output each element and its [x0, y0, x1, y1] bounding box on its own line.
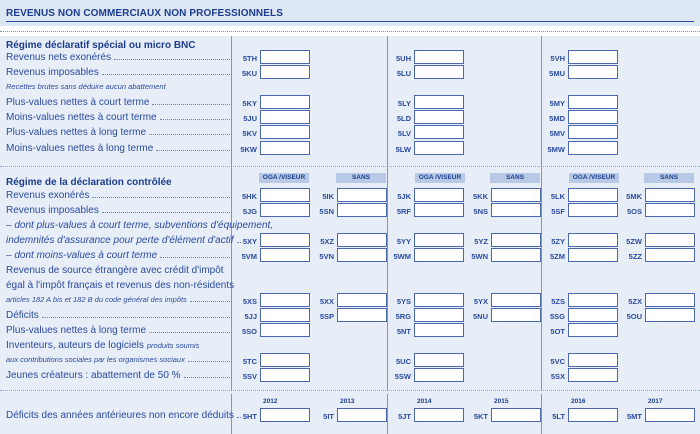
field-code: 5OS [626, 207, 642, 216]
field-code: 5KU [241, 69, 257, 78]
row-label-text: articles 182 A bis et 182 B du code général des impôts [6, 295, 187, 304]
field-code: 5SW [394, 372, 411, 381]
header-sans: SANS [490, 173, 540, 183]
field-5sv-input[interactable] [260, 368, 310, 382]
field-5so-input[interactable] [260, 323, 310, 337]
field-code: 5OU [626, 312, 642, 321]
row-label-text: Déficits des années antérieures non encore déduits [6, 410, 234, 421]
field-code: 5WN [471, 252, 488, 261]
field-code: 5UH [395, 54, 411, 63]
field-code: 5YY [396, 237, 411, 246]
field-5sf-input[interactable] [568, 203, 618, 217]
title-underline [6, 21, 694, 22]
field-code: 5OT [550, 327, 565, 336]
field-code: 5NS [473, 207, 488, 216]
row-label-text: Revenus nets exonérés [6, 52, 112, 63]
row-label-text: Plus-values nettes à long terme [6, 127, 147, 138]
field-5zx-input[interactable] [645, 293, 695, 307]
field-code: 5SP [319, 312, 334, 321]
row-label [6, 325, 234, 337]
row-label-text: Inventeurs, auteurs de logiciels [6, 340, 144, 351]
row-label [6, 52, 234, 64]
header-sans: SANS [644, 173, 694, 183]
field-code: 5SN [319, 207, 334, 216]
field-code: 5KT [473, 412, 488, 421]
field-code: 5NT [396, 327, 411, 336]
column-divider [387, 394, 388, 434]
field-5hk-input[interactable] [260, 188, 310, 202]
field-5os-input[interactable] [645, 203, 695, 217]
row-label [6, 340, 234, 352]
field-code: 5XY [242, 237, 257, 246]
field-code: 5KW [240, 145, 257, 154]
field-code: 5KK [472, 192, 488, 201]
row-label-text: Déficits [6, 310, 39, 321]
field-code: 5SG [549, 312, 565, 321]
field-5uh-input[interactable] [414, 50, 464, 64]
field-code: 5IT [323, 412, 334, 421]
field-5md-input[interactable] [568, 110, 618, 124]
row-label-text: Revenus imposables [6, 67, 99, 78]
row-label [6, 82, 228, 94]
row-label [6, 143, 234, 155]
field-code: 5HT [242, 412, 257, 421]
row-label [6, 97, 234, 109]
dotted-leader [188, 360, 232, 362]
row-label-text: Plus-values nettes à court terme [6, 97, 150, 108]
row-label-text: – dont moins-values à court terme [6, 250, 158, 261]
field-5jk-input[interactable] [414, 188, 464, 202]
field-5zm-input[interactable] [568, 248, 618, 262]
dotted-leader [102, 73, 232, 75]
field-5lk-input[interactable] [568, 188, 618, 202]
row-label-text: Revenus imposables [6, 205, 99, 216]
field-code: 5ZX [628, 297, 642, 306]
field-5zz-input[interactable] [645, 248, 695, 262]
year-label: 2017 [648, 398, 663, 405]
dotted-leader [184, 376, 232, 378]
field-5mu-input[interactable] [568, 65, 618, 79]
field-code: 5LY [397, 99, 411, 108]
field-5kk-input[interactable] [491, 188, 541, 202]
column-divider [541, 36, 542, 390]
field-5jt-input[interactable] [414, 408, 464, 422]
row-label [6, 310, 234, 322]
row-label [6, 295, 234, 307]
section-separator [0, 390, 700, 391]
column-divider [541, 394, 542, 434]
row-label [6, 355, 234, 367]
field-code: 5LV [397, 129, 411, 138]
row-label-text: – dont plus-values à court terme, subventions d'équipement, [6, 220, 274, 231]
field-5nu-input[interactable] [491, 308, 541, 322]
field-code: 5MY [549, 99, 565, 108]
field-code: 5ZS [551, 297, 565, 306]
field-code: 5WM [393, 252, 411, 261]
field-code: 5NU [472, 312, 488, 321]
field-code: 5TC [242, 357, 257, 366]
field-5mk-input[interactable] [645, 188, 695, 202]
field-5ik-input[interactable] [337, 188, 387, 202]
field-code: 5JU [243, 114, 257, 123]
field-5ns-input[interactable] [491, 203, 541, 217]
row-label [6, 370, 234, 382]
row-label-text: égal à l'impôt français et revenus des non-résidents [6, 280, 235, 291]
field-code: 5VM [241, 252, 257, 261]
row-label [6, 205, 234, 217]
field-code: 5LW [395, 145, 411, 154]
field-code: 5ZZ [628, 252, 642, 261]
field-code: 5HK [241, 192, 257, 201]
dotted-leader [102, 211, 232, 213]
field-5ku-input[interactable] [260, 65, 310, 79]
row-label-suffix: produits soumis [146, 341, 200, 350]
dotted-leader [160, 256, 232, 258]
row-label-text: Moins-values nettes à court terme [6, 112, 157, 123]
field-5th-input[interactable] [260, 50, 310, 64]
field-5sg-input[interactable] [568, 308, 618, 322]
field-5ld-input[interactable] [414, 110, 464, 124]
year-label: 2014 [417, 398, 432, 405]
field-5zw-input[interactable] [645, 233, 695, 247]
row-label [6, 410, 234, 422]
field-5yy-input[interactable] [414, 233, 464, 247]
row-label [6, 235, 234, 247]
field-code: 5LK [550, 192, 565, 201]
field-5sw-input[interactable] [414, 368, 464, 382]
year-label: 2012 [263, 398, 278, 405]
form-title: REVENUS NON COMMERCIAUX NON PROFESSIONNELS [6, 8, 284, 19]
section-title-micro: Régime déclaratif spécial ou micro BNC [6, 40, 196, 51]
section-separator [0, 166, 700, 167]
field-5kt-input[interactable] [491, 408, 541, 422]
field-code: 5YX [473, 297, 488, 306]
field-code: 5TH [242, 54, 257, 63]
dotted-leader [42, 316, 232, 318]
header-oga-viseur: OGA /VISEUR [415, 173, 465, 183]
field-code: 5XZ [320, 237, 334, 246]
year-label: 2015 [494, 398, 509, 405]
field-code: 5XS [242, 297, 257, 306]
field-5yz-input[interactable] [491, 233, 541, 247]
field-code: 5ZW [626, 237, 642, 246]
field-code: 5MW [547, 145, 565, 154]
field-5xy-input[interactable] [260, 233, 310, 247]
field-5my-input[interactable] [568, 95, 618, 109]
field-5lw-input[interactable] [414, 141, 464, 155]
field-5sn-input[interactable] [337, 203, 387, 217]
field-code: 5UC [395, 357, 411, 366]
dotted-leader [149, 331, 232, 333]
dotted-leader [190, 300, 232, 302]
field-5lt-input[interactable] [568, 408, 618, 422]
field-5jj-input[interactable] [260, 308, 310, 322]
row-label [6, 220, 274, 232]
field-code: 5RG [395, 312, 411, 321]
row-label-text: Revenus de source étrangère avec crédit d'impôt [6, 265, 224, 276]
header-oga-viseur: OGA /VISEUR [569, 173, 619, 183]
field-code: 5YS [396, 297, 411, 306]
row-label-text: Plus-values nettes à long terme [6, 325, 147, 336]
field-code: 5MK [626, 192, 642, 201]
field-5zs-input[interactable] [568, 293, 618, 307]
field-5lu-input[interactable] [414, 65, 464, 79]
field-5kv-input[interactable] [260, 125, 310, 139]
field-code: 5KV [242, 129, 257, 138]
field-5ou-input[interactable] [645, 308, 695, 322]
header-sans: SANS [336, 173, 386, 183]
field-code: 5SX [550, 372, 565, 381]
field-code: 5SV [242, 372, 257, 381]
field-5xx-input[interactable] [337, 293, 387, 307]
row-label-text: Jeunes créateurs : abattement de 50 % [6, 370, 181, 381]
dotted-leader [156, 149, 232, 151]
field-code: 5MV [549, 129, 565, 138]
field-5mw-input[interactable] [568, 141, 618, 155]
field-code: 5VH [550, 54, 565, 63]
field-code: 5LU [396, 69, 411, 78]
dotted-leader [149, 133, 232, 135]
field-code: 5ZY [551, 237, 565, 246]
field-5nt-input[interactable] [414, 323, 464, 337]
row-label-text: Revenus exonérés [6, 190, 90, 201]
field-5uc-input[interactable] [414, 353, 464, 367]
field-5xz-input[interactable] [337, 233, 387, 247]
field-code: 5JK [397, 192, 411, 201]
field-5mt-input[interactable] [645, 408, 695, 422]
field-5mv-input[interactable] [568, 125, 618, 139]
row-label [6, 127, 234, 139]
row-label [6, 190, 234, 202]
field-code: 5XX [319, 297, 334, 306]
row-label [6, 250, 234, 262]
row-label [6, 112, 234, 124]
field-code: 5MU [549, 69, 565, 78]
row-label-text: Recettes brutes sans déduire aucun abattement [6, 82, 166, 91]
dotted-leader [114, 58, 232, 60]
field-code: 5LD [396, 114, 411, 123]
dotted-leader [160, 118, 232, 120]
row-label-text: aux contributions sociales par les organismes sociaux [6, 355, 185, 364]
field-code: 5JJ [244, 312, 257, 321]
row-label-text: Moins-values nettes à long terme [6, 143, 154, 154]
field-code: 5JT [398, 412, 411, 421]
field-code: 5ZM [550, 252, 565, 261]
field-code: 5MD [549, 114, 565, 123]
field-code: 5YZ [474, 237, 488, 246]
field-code: 5LT [552, 412, 565, 421]
field-5ys-input[interactable] [414, 293, 464, 307]
dotted-leader [92, 196, 232, 198]
field-5tc-input[interactable] [260, 353, 310, 367]
row-label [6, 280, 234, 292]
field-5jg-input[interactable] [260, 203, 310, 217]
field-5sp-input[interactable] [337, 308, 387, 322]
year-label: 2013 [340, 398, 355, 405]
field-5vh-input[interactable] [568, 50, 618, 64]
field-5ly-input[interactable] [414, 95, 464, 109]
field-5it-input[interactable] [337, 408, 387, 422]
field-code: 5SF [551, 207, 565, 216]
field-code: 5JG [242, 207, 257, 216]
field-5vc-input[interactable] [568, 353, 618, 367]
field-5yx-input[interactable] [491, 293, 541, 307]
field-5ot-input[interactable] [568, 323, 618, 337]
field-5ky-input[interactable] [260, 95, 310, 109]
field-5sx-input[interactable] [568, 368, 618, 382]
field-code: 5IK [322, 192, 334, 201]
field-5lv-input[interactable] [414, 125, 464, 139]
column-divider [387, 36, 388, 390]
field-5vn-input[interactable] [337, 248, 387, 262]
field-5zy-input[interactable] [568, 233, 618, 247]
field-code: 5VN [319, 252, 334, 261]
title-separator [0, 31, 700, 32]
row-label-text: indemnités d'assurance pour perte d'élément d'actif [6, 235, 234, 246]
dotted-leader [152, 103, 232, 105]
year-label: 2016 [571, 398, 586, 405]
field-5rg-input[interactable] [414, 308, 464, 322]
field-5wm-input[interactable] [414, 248, 464, 262]
field-code: 5KY [242, 99, 257, 108]
field-5rf-input[interactable] [414, 203, 464, 217]
field-5ht-input[interactable] [260, 408, 310, 422]
field-5xs-input[interactable] [260, 293, 310, 307]
header-oga-viseur: OGA /VISEUR [259, 173, 309, 183]
field-5vm-input[interactable] [260, 248, 310, 262]
field-code: 5SO [241, 327, 257, 336]
field-5ju-input[interactable] [260, 110, 310, 124]
field-code: 5VC [550, 357, 565, 366]
field-5wn-input[interactable] [491, 248, 541, 262]
row-label [6, 265, 234, 277]
field-5kw-input[interactable] [260, 141, 310, 155]
field-code: 5RF [396, 207, 411, 216]
section-title-controlee: Régime de la déclaration contrôlée [6, 177, 172, 188]
field-code: 5MT [627, 412, 642, 421]
row-label [6, 67, 234, 79]
